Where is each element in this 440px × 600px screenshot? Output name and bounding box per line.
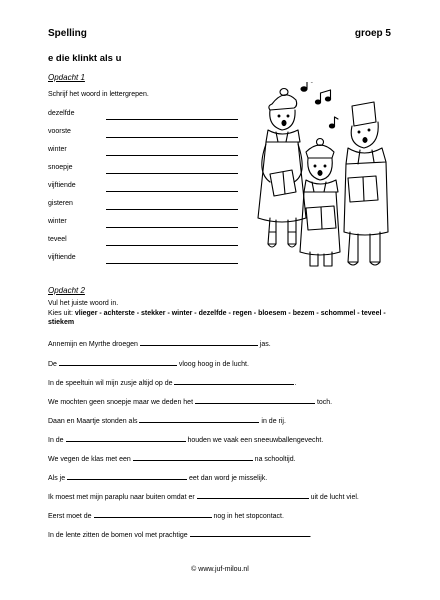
exercise1-instruction: Schrijf het woord in lettergrepen. <box>48 91 149 98</box>
sentence-text: We mochten geen snoepje maar we deden het <box>48 399 194 406</box>
sentence-text: De <box>48 361 57 368</box>
exercise1-word: voorste <box>48 128 71 135</box>
answer-line[interactable] <box>94 510 212 518</box>
sentence-row <box>48 434 323 444</box>
sentence-row <box>48 472 267 482</box>
sentence-text: in de rij. <box>261 418 286 425</box>
group-label: groep 5 <box>354 28 391 39</box>
exercise1-word: snoepje <box>48 164 73 171</box>
music-notes-icon <box>301 82 338 128</box>
answer-line[interactable] <box>140 338 258 346</box>
sentence-row <box>48 453 296 463</box>
answer-line[interactable] <box>197 491 309 499</box>
sentence-row <box>48 491 359 501</box>
word-bank-words: vlieger - achterste - stekker - winter - dezelfde - regen - bloesem - bezem - schommel - teveel - stiekem <box>48 310 386 326</box>
left-singer <box>258 89 306 248</box>
middle-singer <box>300 139 340 267</box>
answer-line[interactable] <box>106 191 238 192</box>
answer-line[interactable] <box>67 472 187 480</box>
sentence-text: eet dan word je misselijk. <box>189 475 268 482</box>
exercise1-word: teveel <box>48 236 67 243</box>
answer-line[interactable] <box>106 209 238 210</box>
sentence-text: uit de lucht viel. <box>310 494 359 501</box>
exercise1-word: vijftiende <box>48 182 76 189</box>
sentence-text: We vegen de klas met een <box>48 456 131 463</box>
sentence-text: . <box>294 380 297 387</box>
worksheet-subtitle: e die klinkt als u <box>48 53 122 64</box>
exercise1-word: winter <box>48 146 67 153</box>
sentence-row <box>48 338 271 348</box>
answer-line[interactable] <box>106 173 238 174</box>
sentence-row <box>48 510 284 520</box>
sentence-row <box>48 358 249 368</box>
sentence-text: jas. <box>259 341 271 348</box>
answer-line[interactable] <box>133 453 253 461</box>
sentence-text: In de lente zitten de bomen vol met prachtige <box>48 532 188 539</box>
word-bank <box>48 309 388 327</box>
answer-line[interactable] <box>106 263 238 264</box>
sentence-row <box>48 377 296 387</box>
sentence-text: na schooltijd. <box>254 456 296 463</box>
right-singer <box>344 102 388 265</box>
answer-line[interactable] <box>190 529 310 537</box>
sentence-row <box>48 396 332 406</box>
sentence-text: vloog hoog in de lucht. <box>178 361 249 368</box>
exercise2-title: Opdacht 2 <box>48 286 85 295</box>
sentence-text: toch. <box>316 399 333 406</box>
sentence-text: Daan en Maartje stonden als <box>48 418 138 425</box>
answer-line[interactable] <box>106 227 238 228</box>
sentence-row <box>48 529 312 539</box>
sentence-text: houden we vaak een sneeuwballengevecht. <box>187 437 324 444</box>
answer-line[interactable] <box>106 245 238 246</box>
answer-line[interactable] <box>59 358 177 366</box>
sentence-text: . <box>309 532 312 539</box>
word-bank-label: Kies uit: <box>48 310 73 317</box>
answer-line[interactable] <box>174 377 297 387</box>
answer-line[interactable] <box>106 137 238 138</box>
exercise1-word: vijftiende <box>48 254 76 261</box>
exercise2-instruction: Vul het juiste woord in. <box>48 300 119 307</box>
exercise1-word: winter <box>48 218 67 225</box>
sentence-text: Als je <box>48 475 66 482</box>
sentence-row <box>48 415 286 425</box>
answer-line[interactable] <box>106 119 238 120</box>
exercise1-word: dezelfde <box>48 110 75 117</box>
sentence-text: nog in het stopcontact. <box>213 513 284 520</box>
answer-line[interactable] <box>195 396 315 404</box>
sentence-text: Ik moest met mijn paraplu naar buiten omdat er <box>48 494 195 501</box>
sentence-text: Eerst moet de <box>48 513 92 520</box>
worksheet-title: Spelling <box>48 28 87 39</box>
exercise1-title: Opdacht 1 <box>48 73 85 82</box>
answer-line[interactable] <box>139 415 259 423</box>
exercise1-word: gisteren <box>48 200 73 207</box>
carol-singers-illustration <box>248 82 398 272</box>
sentence-text: In de speeltuin wil mijn zusje altijd op de <box>48 380 173 387</box>
answer-line[interactable] <box>66 434 186 442</box>
answer-line[interactable] <box>106 155 238 156</box>
sentence-text: In de <box>48 437 64 444</box>
sentence-text: Annemijn en Myrthe droegen <box>48 341 138 348</box>
copyright-footer: © www.juf-milou.nl <box>191 566 249 573</box>
